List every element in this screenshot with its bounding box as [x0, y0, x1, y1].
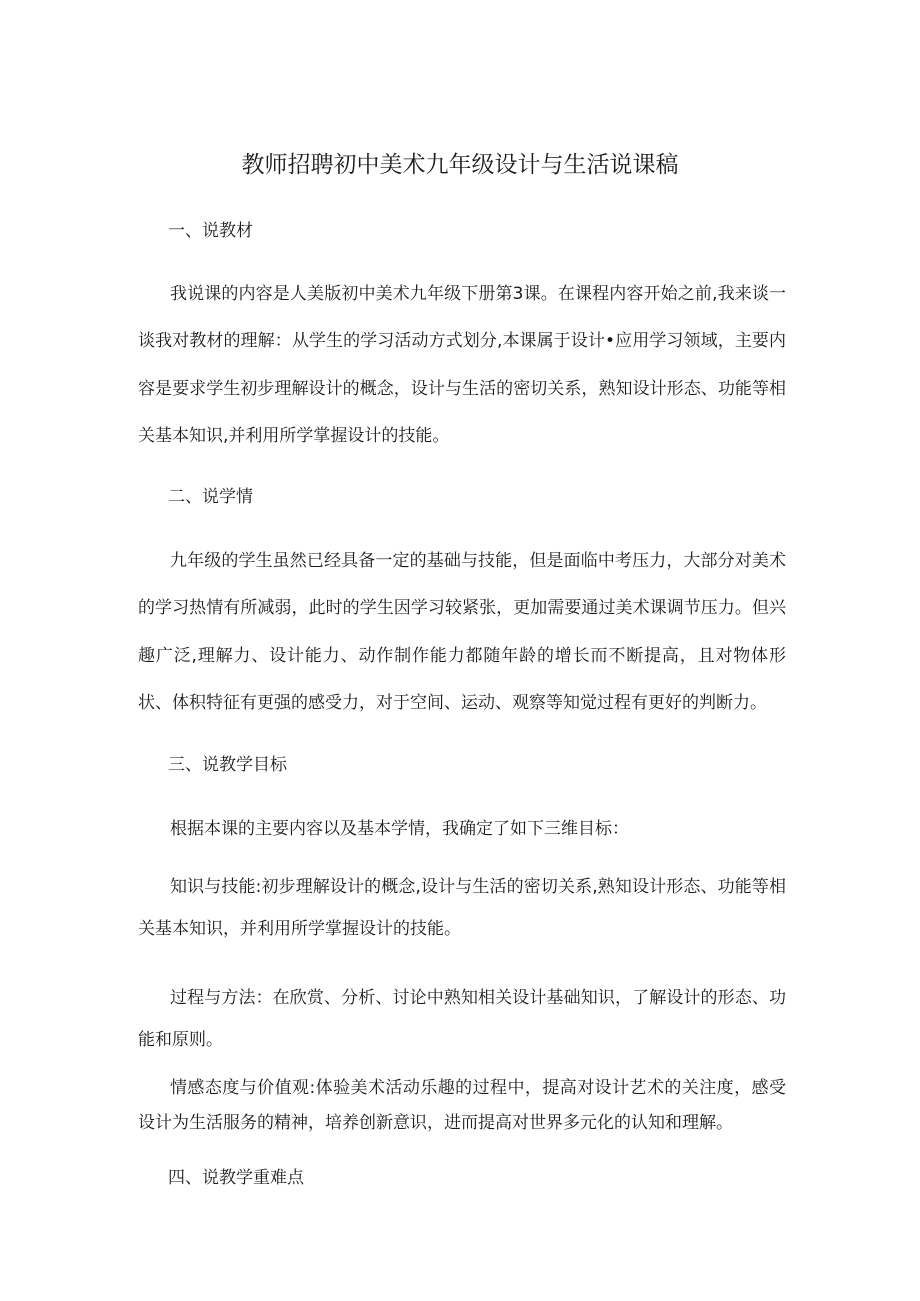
paragraph-objectives-intro: 根据本课的主要内容以及基本学情，我确定了如下三维目标： — [170, 819, 629, 839]
section-heading-students: 二、说学情 — [168, 487, 253, 507]
paragraph-students: 九年级的学生虽然已经具备一定的基础与技能，但是面临中考压力，大部分对美术的学习热情有所减弱，此时的学生因学习较紧张，更加需要通过美术课调节压力。但兴趣广泛,理解力、设计能力、动作制作能力都随年龄的增长而不断提高，且对物体形状、体积特征有更强的感受力，对于空间、运动、观察等知觉过程有更好的判断力。 — [138, 551, 786, 713]
paragraph-knowledge-skills: 知识与技能:初步理解设计的概念,设计与生活的密切关系,熟知设计形态、功能等相关基本知识，并利用所学掌握设计的技能。 — [138, 877, 786, 939]
document-title: 教师招聘初中美术九年级设计与生活说课稿 — [241, 152, 679, 178]
paragraph-process-methods: 过程与方法：在欣赏、分析、讨论中熟知相关设计基础知识，了解设计的形态、功能和原则。 — [138, 988, 786, 1050]
section-heading-key-points: 四、说教学重难点 — [168, 1168, 304, 1188]
paragraph-attitudes-values: 情感态度与价值观:体验美术活动乐趣的过程中，提高对设计艺术的关注度，感受设计为生活服务的精神，培养创新意识，进而提高对世界多元化的认知和理解。 — [138, 1078, 786, 1133]
paragraph-textbook: 我说课的内容是人美版初中美术九年级下册第3课。在课程内容开始之前,我来谈一谈我对教材的理解：从学生的学习活动方式划分,本课属于设计•应用学习领域，主要内容是要求学生初步理解设计的概念，设计与生活的密切关系，熟知设计形态、功能等相关基本知识,并利用所学掌握设计的技能。 — [138, 284, 786, 446]
section-heading-objectives: 三、说教学目标 — [168, 755, 287, 775]
section-heading-textbook: 一、说教材 — [168, 221, 253, 241]
